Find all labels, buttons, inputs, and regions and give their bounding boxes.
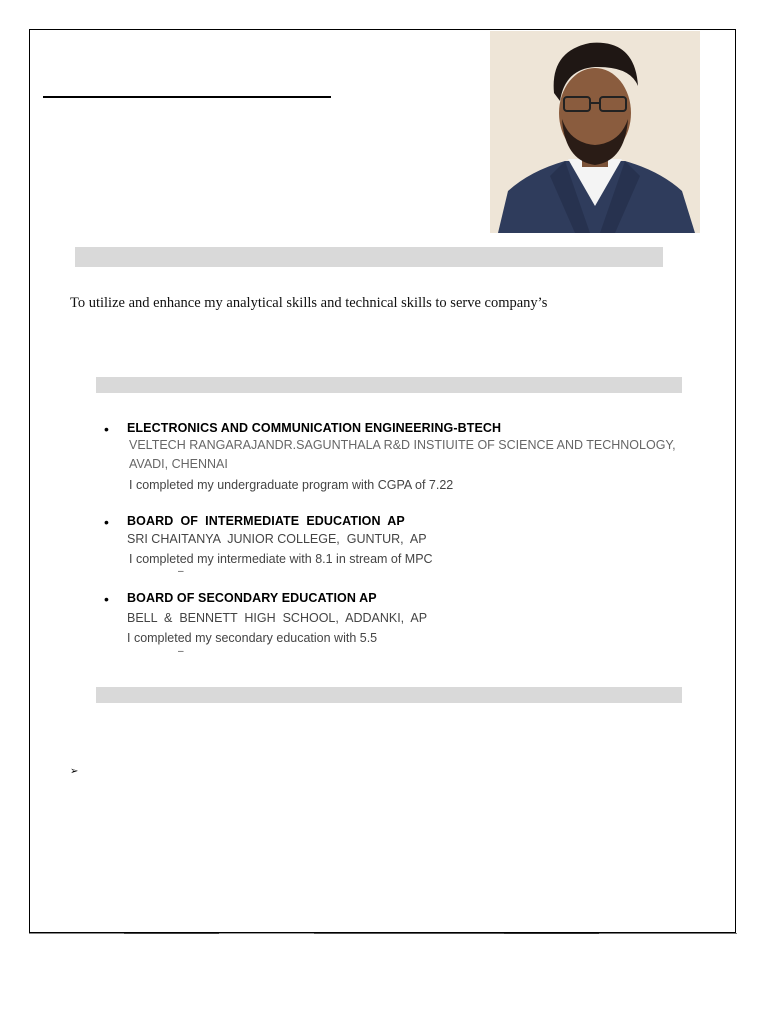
section-header-bar-education <box>96 377 682 393</box>
section-header-bar-next <box>96 687 682 703</box>
page-bottom-border <box>29 933 737 934</box>
bullet-icon: • <box>104 514 109 530</box>
dash-mark: – <box>178 566 184 577</box>
dash-mark: – <box>178 646 184 657</box>
education-title: BOARD OF INTERMEDIATE EDUCATION AP <box>127 514 405 528</box>
education-detail: I completed my intermediate with 8.1 in stream of MPC <box>129 552 433 566</box>
arrow-bullet-icon: ➢ <box>70 766 79 777</box>
education-detail: I completed my undergraduate program with CGPA of 7.22 <box>129 478 454 492</box>
education-institution: VELTECH RANGARAJANDR.SAGUNTHALA R&D INSTIUITE OF SCIENCE AND TECHNOLOGY, <box>129 438 676 452</box>
education-title: BOARD OF SECONDARY EDUCATION AP <box>127 591 377 605</box>
education-institution: SRI CHAITANYA JUNIOR COLLEGE, GUNTUR, AP <box>127 532 427 546</box>
bullet-icon: • <box>104 421 109 437</box>
education-title: ELECTRONICS AND COMMUNICATION ENGINEERING-BTECH <box>127 421 502 435</box>
profile-photo <box>490 31 700 233</box>
section-header-bar-objective <box>75 247 663 267</box>
education-detail: I completed my secondary education with 5.5 <box>127 631 378 645</box>
name-underline <box>43 96 331 98</box>
education-institution-line2: AVADI, CHENNAI <box>129 457 228 471</box>
objective-text: To utilize and enhance my analytical skills and technical skills to serve company’s <box>70 295 548 311</box>
education-institution: BELL & BENNETT HIGH SCHOOL, ADDANKI, AP <box>127 611 428 625</box>
bullet-icon: • <box>104 591 109 607</box>
